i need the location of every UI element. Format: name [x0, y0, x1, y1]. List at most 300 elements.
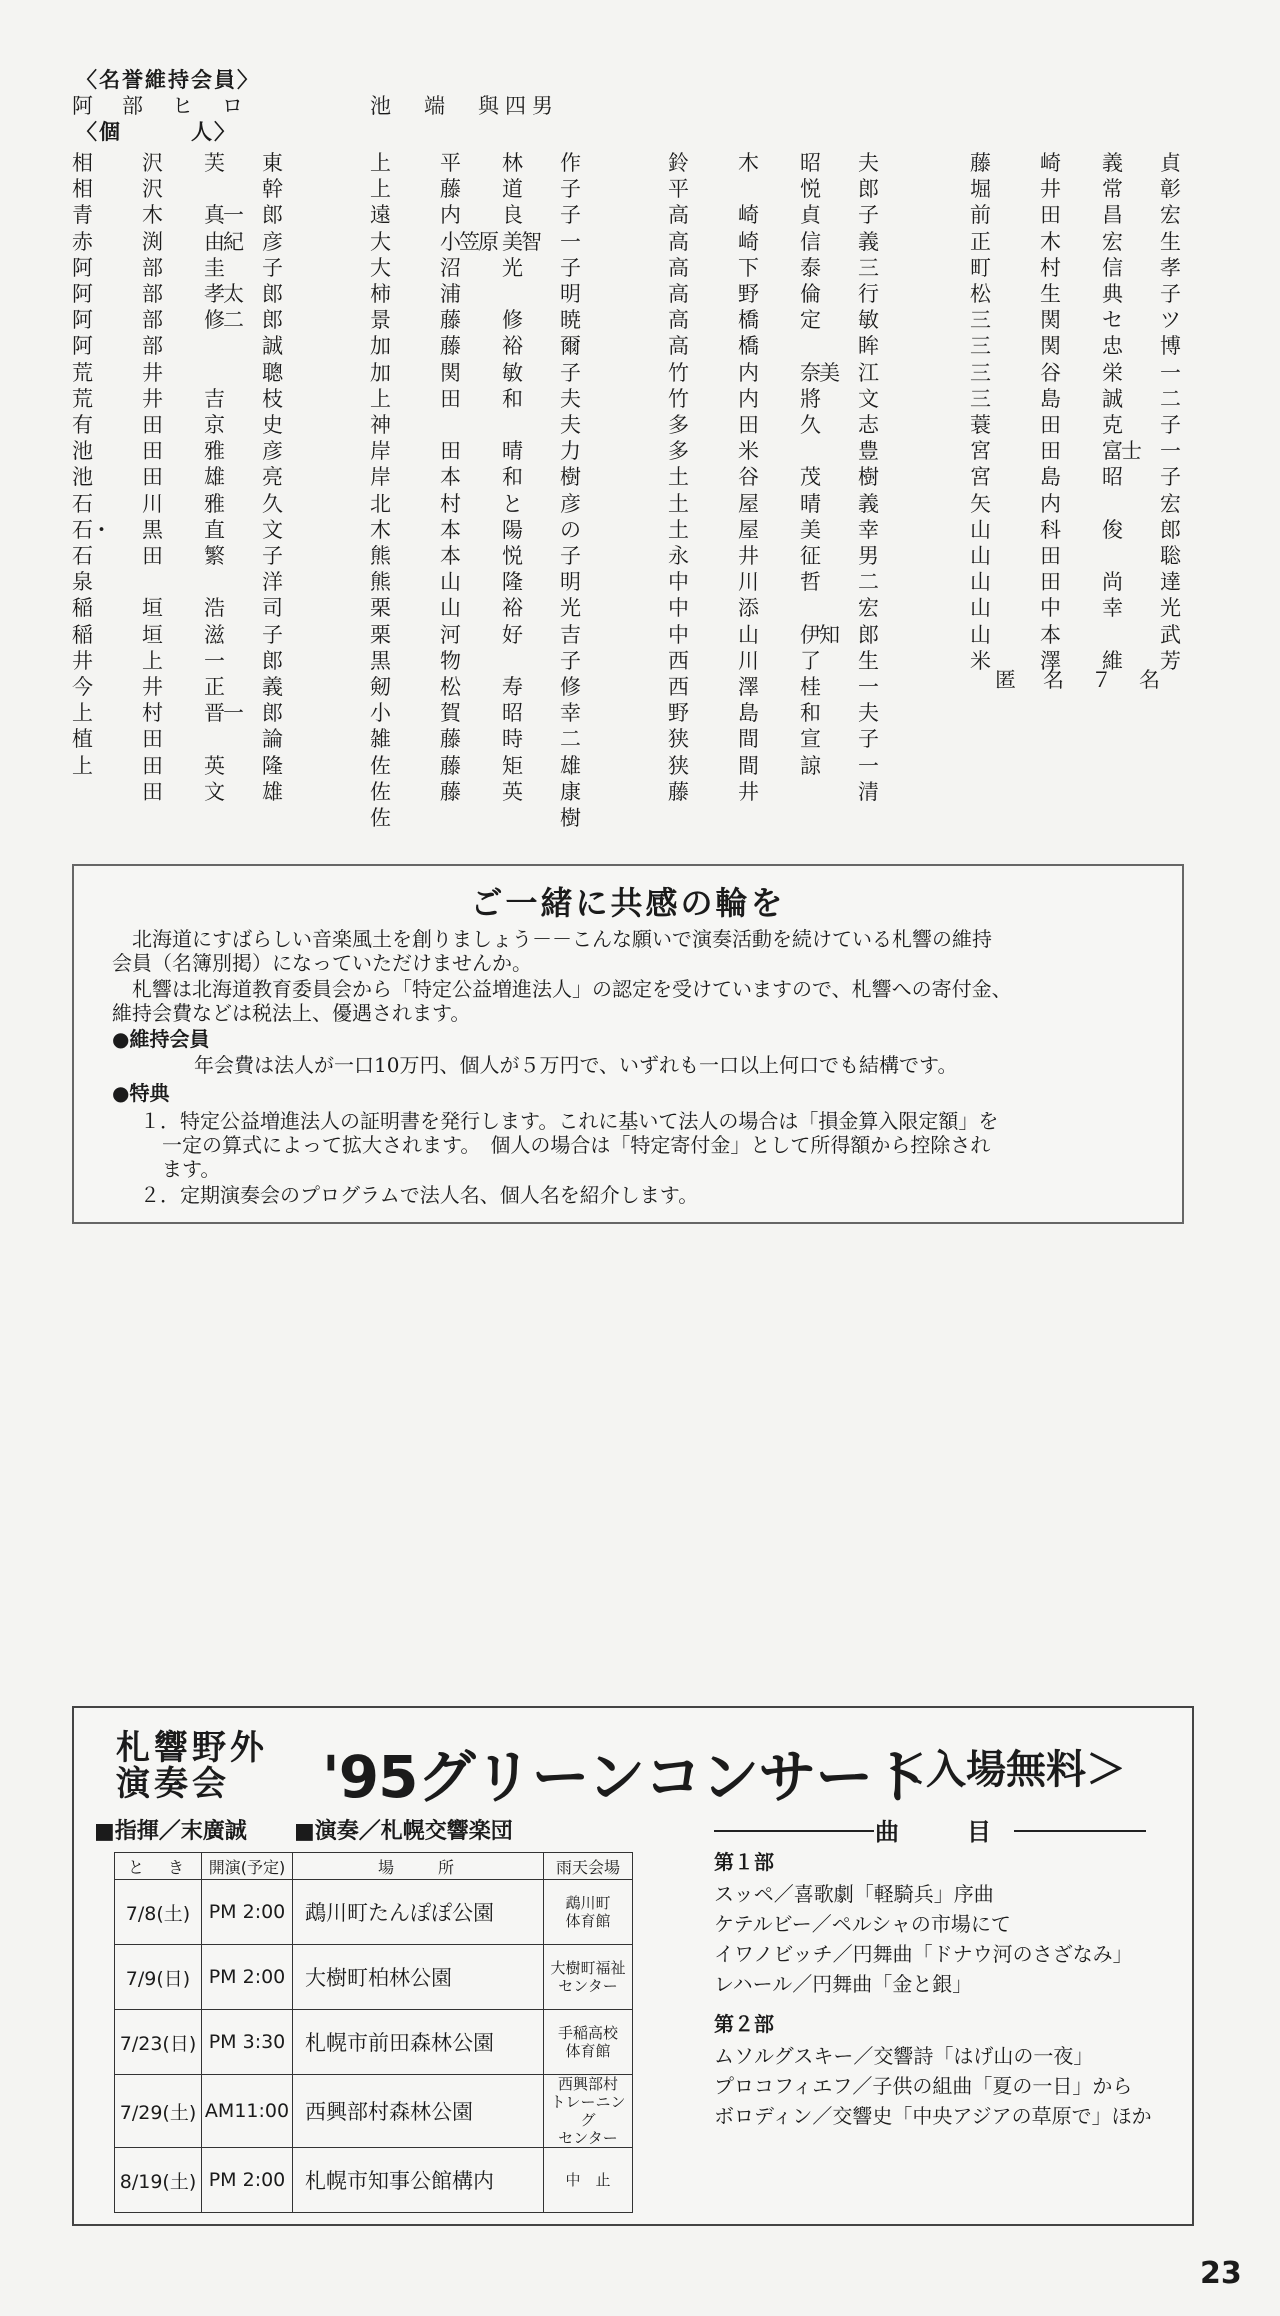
member-name-part: 内	[1040, 491, 1061, 516]
benefits-heading: ●特典	[112, 1081, 170, 1105]
member-name-part: 池	[72, 465, 93, 490]
member-name-part: 信	[800, 229, 821, 254]
member-name-part: 郎	[262, 701, 283, 726]
member-name-part: 垣	[142, 622, 163, 647]
col-header-place: 場 所	[293, 1853, 544, 1880]
member-name-part: 前	[970, 203, 991, 228]
member-name-part: 橋	[738, 334, 759, 359]
member-name-part: 生	[1040, 282, 1061, 306]
member-name-part: 子	[262, 622, 283, 647]
member-name-part: 富士	[1102, 439, 1140, 464]
member-name-part: 北	[370, 491, 391, 516]
member-name-part: 光	[560, 596, 581, 621]
schedule-date: 7/9(日)	[115, 1945, 202, 2010]
member-name-part: 誠	[1102, 386, 1123, 411]
member-name-part: 石	[72, 491, 93, 516]
member-name-part: 田	[440, 439, 461, 464]
member-name-part: 藤	[440, 308, 461, 333]
member-name-part: 赤	[72, 229, 93, 254]
member-name-part: 島	[1040, 386, 1061, 411]
member-name-part: 雄	[204, 465, 225, 490]
member-name-part: 稲	[72, 596, 93, 621]
program-item: スッペ／喜歌劇「軽騎兵」序曲	[714, 1882, 994, 1906]
program-item: プロコフィエフ／子供の組曲「夏の一日」から	[714, 2074, 1133, 2098]
member-name-part: 子	[560, 203, 581, 228]
member-name-part: 子	[560, 544, 581, 568]
member-name-part: 栗	[370, 596, 391, 621]
member-name-part: 隆	[262, 753, 283, 778]
member-name-part: 中	[668, 570, 689, 595]
member-name-part: 西	[668, 648, 689, 673]
member-name-part: 晋一	[204, 701, 242, 726]
member-name-part: 宏	[1160, 491, 1181, 516]
member-name-part: 文	[858, 386, 879, 411]
member-name-part: 阿	[72, 282, 93, 306]
member-name-part: 河	[440, 622, 461, 647]
member-name-part: 井	[1040, 177, 1061, 202]
member-name-part: 村	[142, 701, 163, 726]
member-name-part: 彦	[262, 229, 283, 254]
schedule-row	[115, 1945, 633, 2010]
member-name-part: 田	[142, 413, 163, 437]
schedule-date: 7/23(日)	[115, 2010, 202, 2075]
appeal-text: 会員（名簿別掲）になっていただけませんか。	[112, 951, 532, 975]
member-name-part: 桂	[800, 675, 821, 699]
concert-schedule-table	[114, 1852, 633, 2213]
member-name-part: 郎	[262, 203, 283, 228]
member-name-part: 英	[502, 779, 523, 804]
member-name-part: 野	[668, 701, 689, 726]
member-name-part: 洋	[262, 570, 283, 595]
member-name-part: 彰	[1160, 177, 1181, 202]
member-name-part: 屋	[738, 517, 759, 542]
member-name-part: 敏	[858, 308, 879, 333]
appeal-text: 維持会費などは税法上、優遇されます。	[112, 1001, 471, 1025]
member-name-part: 夫	[560, 386, 581, 411]
member-name-part: 修	[560, 675, 581, 699]
schedule-place: 大樹町柏林公園	[293, 1945, 544, 2010]
col-header-time: 開演(予定)	[202, 1853, 293, 1880]
member-name-part: 井	[142, 360, 163, 385]
member-name-part: 志	[858, 413, 879, 437]
concert-title: '95グリーンコンサート	[322, 1743, 930, 1811]
member-name-part: 崎	[1040, 151, 1061, 175]
member-name-part: 相	[72, 151, 93, 175]
member-name-part: 山	[440, 570, 461, 595]
member-name-part: 繁	[204, 544, 225, 568]
member-name-part: 常	[1102, 177, 1123, 202]
member-name-part: 樹	[560, 806, 581, 830]
schedule-place: 札幌市知事公館構内	[293, 2148, 544, 2213]
member-name-part: 内	[738, 386, 759, 411]
member-name-part: 田	[1040, 544, 1061, 568]
member-name-part: 井	[142, 386, 163, 411]
member-name-part: 伊知	[800, 622, 838, 647]
member-name-part: 誠	[262, 334, 283, 359]
member-name-part: 浩	[204, 596, 225, 621]
member-name-part: 上	[370, 386, 391, 411]
member-name-part: 夫	[858, 701, 879, 726]
member-name-part: 子	[1160, 282, 1181, 306]
member-name-part: 山	[738, 622, 759, 647]
member-name-part: 和	[502, 386, 523, 411]
member-name-part: 雑	[370, 727, 391, 752]
member-name-part: 芳	[1160, 648, 1181, 673]
member-name-part: 木	[738, 151, 759, 175]
honor-members-header: 〈名誉維持会員〉	[76, 68, 260, 92]
member-name-part: 克	[1102, 413, 1123, 437]
member-name-part: 佐	[370, 753, 391, 778]
member-name-part: 上	[370, 177, 391, 202]
member-name-part: 雄	[262, 779, 283, 804]
member-name-part: 小	[370, 701, 391, 726]
member-name-part: 美智	[502, 229, 540, 254]
member-name-part: 生	[1160, 229, 1181, 254]
member-name-part: 山	[970, 596, 991, 621]
member-name-part: 三	[970, 360, 991, 385]
member-name-part: 黒	[370, 648, 391, 673]
member-name-part: 寿	[502, 675, 523, 699]
member-name-part: 植	[72, 727, 93, 752]
membership-appeal-box	[72, 864, 1184, 1224]
green-concert-box	[72, 1706, 1194, 2226]
member-name-part: 時	[502, 727, 523, 752]
member-name-part: 町	[970, 255, 991, 280]
member-name-part: 子	[262, 255, 283, 280]
member-name-part: 晴	[800, 491, 821, 516]
schedule-rain-venue: 中 止	[544, 2148, 633, 2213]
member-name-part: 上	[72, 701, 93, 726]
schedule-row	[115, 2148, 633, 2213]
member-name-part: 史	[262, 413, 283, 437]
member-name-part: 倫	[800, 282, 821, 306]
member-name-part: 田	[738, 413, 759, 437]
member-name-part: 子	[262, 544, 283, 568]
member-name-part: 和	[800, 701, 821, 726]
member-name-part: 蓑	[970, 413, 991, 437]
schedule-place: 西興部村森林公園	[293, 2075, 544, 2148]
part-1-heading: 第１部	[714, 1850, 774, 1874]
member-name-part: 作	[560, 151, 581, 175]
member-name-part: 悦	[502, 544, 523, 568]
member-name-part: 多	[668, 439, 689, 464]
member-name-part: 雄	[560, 753, 581, 778]
member-name-part: 阿	[72, 334, 93, 359]
member-name-part: 茂	[800, 465, 821, 490]
appeal-title: ご一緒に共感の輪を	[470, 884, 786, 922]
member-name-part: 三	[858, 255, 879, 280]
member-name-part: 英	[204, 753, 225, 778]
member-name-part: 義	[262, 675, 283, 699]
member-name-part: 滋	[204, 622, 225, 647]
member-name-part: 有	[72, 413, 93, 437]
member-name-part: 泉	[72, 570, 93, 595]
member-name-part: 尚	[1102, 570, 1123, 595]
member-name-part: 彦	[262, 439, 283, 464]
member-name-part: 宏	[1160, 203, 1181, 228]
member-name-part: 由紀	[204, 229, 242, 254]
member-name-part: 黒	[142, 517, 163, 542]
member-name-part: 藤	[668, 779, 689, 804]
member-name-part: 中	[668, 622, 689, 647]
member-name-part: 川	[738, 570, 759, 595]
member-name-part: 阿	[72, 308, 93, 333]
member-name-part: 川	[738, 648, 759, 673]
member-name-part: 晴	[502, 439, 523, 464]
member-name-part: 文	[204, 779, 225, 804]
member-name-part: 賀	[440, 701, 461, 726]
member-name-part: 子	[1160, 465, 1181, 490]
member-name-part: 一	[858, 753, 879, 778]
member-name-part: 狭	[668, 753, 689, 778]
member-name-part: 間	[738, 727, 759, 752]
member-name-part: 吉	[204, 386, 225, 411]
member-name-part: 一	[1160, 360, 1181, 385]
member-name-part: 相	[72, 177, 93, 202]
col-header-rain-venue: 雨天会場	[544, 1853, 633, 1880]
member-name-part: 武	[1160, 622, 1181, 647]
member-name-part: 土	[668, 491, 689, 516]
member-name-part: 宮	[970, 439, 991, 464]
member-name-part: 山	[440, 596, 461, 621]
program-item: イワノビッチ／円舞曲「ドナウ河のさざなみ」	[714, 1942, 1133, 1966]
member-name-part: 將	[800, 386, 821, 411]
member-name-part: 熊	[370, 544, 391, 568]
member-name-part: 和	[502, 465, 523, 490]
member-name-part: 本	[440, 544, 461, 568]
member-name-part: 一	[204, 648, 225, 673]
member-name-part: 宏	[1102, 229, 1123, 254]
member-name-part: 岸	[370, 465, 391, 490]
member-name-part: 熊	[370, 570, 391, 595]
honor-member-name: 阿 部 ヒ ロ	[72, 94, 247, 118]
member-name-part: 澤	[738, 675, 759, 699]
member-name-part: 井	[142, 675, 163, 699]
member-name-part: 文	[262, 517, 283, 542]
schedule-date: 7/8(土)	[115, 1880, 202, 1945]
member-name-part: 上	[142, 648, 163, 673]
member-name-part: 征	[800, 544, 821, 568]
member-name-part: 二	[858, 570, 879, 595]
schedule-rain-venue: 手稲高校 体育館	[544, 2010, 633, 2075]
member-name-part: 良	[502, 203, 523, 228]
member-name-part: 阿	[72, 255, 93, 280]
member-name-part: 三	[970, 386, 991, 411]
member-name-part: 岸	[370, 439, 391, 464]
member-name-part: 山	[970, 570, 991, 595]
benefit-item: ２．定期演奏会のプログラムで法人名、個人名を紹介します。	[140, 1183, 699, 1207]
member-name-part: 夫	[560, 413, 581, 437]
member-name-part: 栄	[1102, 360, 1123, 385]
member-name-part: 樹	[858, 465, 879, 490]
member-name-part: 井	[72, 648, 93, 673]
member-name-part: 栗	[370, 622, 391, 647]
schedule-rain-venue: 鵡川町 体育館	[544, 1880, 633, 1945]
member-name-part: 下	[738, 255, 759, 280]
member-name-part: 三	[970, 308, 991, 333]
member-name-part: 一	[858, 675, 879, 699]
member-name-part: 柿	[370, 282, 391, 306]
member-name-part: 島	[738, 701, 759, 726]
member-name-part: 佐	[370, 806, 391, 830]
member-name-part: 垣	[142, 596, 163, 621]
member-name-part: 定	[800, 308, 821, 333]
member-name-part: 浦	[440, 282, 461, 306]
member-name-part: 俊	[1102, 517, 1123, 542]
member-name-part: 昭	[800, 151, 821, 175]
member-name-part: 稲	[72, 622, 93, 647]
schedule-date: 8/19(土)	[115, 2148, 202, 2213]
member-name-part: 木	[142, 203, 163, 228]
member-name-part: 藤	[970, 151, 991, 175]
member-name-part: 上	[72, 753, 93, 778]
member-name-part: 修二	[204, 308, 242, 333]
member-name-part: 司	[262, 596, 283, 621]
member-name-part: 剱	[370, 675, 391, 699]
member-name-part: 部	[142, 255, 163, 280]
member-name-part: 田	[142, 779, 163, 804]
member-name-part: 林	[502, 151, 523, 175]
member-name-part: 裕	[502, 596, 523, 621]
member-name-part: 真一	[204, 203, 242, 228]
member-name-part: 達	[1160, 570, 1181, 595]
schedule-time: PM 3:30	[202, 2010, 293, 2075]
member-name-part: 部	[142, 308, 163, 333]
member-name-part: 了	[800, 648, 821, 673]
member-name-part: 高	[668, 229, 689, 254]
member-name-part: 平	[440, 151, 461, 175]
free-admission-label: ＜入場無料＞	[886, 1747, 1126, 1793]
member-name-part: 山	[970, 544, 991, 568]
member-name-part: 亮	[262, 465, 283, 490]
member-name-part: 修	[502, 308, 523, 333]
schedule-row	[115, 1880, 633, 1945]
member-name-part: 二	[1160, 386, 1181, 411]
member-name-part: 幹	[262, 177, 283, 202]
member-name-part: 村	[1040, 255, 1061, 280]
schedule-place: 札幌市前田森林公園	[293, 2010, 544, 2075]
member-name-part: 部	[142, 334, 163, 359]
member-name-part: 博	[1160, 334, 1181, 359]
part-2-heading: 第２部	[714, 2012, 774, 2036]
member-name-part: 橋	[738, 308, 759, 333]
conductor-label: ■指揮／末廣誠	[94, 1819, 247, 1844]
member-name-part: 崎	[738, 229, 759, 254]
member-name-part: 昭	[1102, 465, 1123, 490]
member-name-part: 物	[440, 648, 461, 673]
member-name-part: 永	[668, 544, 689, 568]
member-name-part: 郎	[262, 308, 283, 333]
member-name-part: 田	[440, 386, 461, 411]
member-name-part: 沢	[142, 151, 163, 175]
member-name-part: 行	[858, 282, 879, 306]
member-name-part: 内	[738, 360, 759, 385]
member-name-part: 中	[1040, 596, 1061, 621]
schedule-rain-venue: 大樹町福祉 センター	[544, 1945, 633, 2010]
member-name-part: 木	[1040, 229, 1061, 254]
member-name-part: 矩	[502, 753, 523, 778]
member-name-part: 久	[262, 491, 283, 516]
member-name-part: 屋	[738, 491, 759, 516]
member-name-part: 東	[262, 151, 283, 175]
member-name-part: 松	[440, 675, 461, 699]
member-name-part: 藤	[440, 727, 461, 752]
member-name-part: 添	[738, 596, 759, 621]
member-name-part: 吉	[560, 622, 581, 647]
member-name-part: 諒	[800, 753, 821, 778]
member-name-part: 竹	[668, 386, 689, 411]
member-name-part: 佐	[370, 779, 391, 804]
member-name-part: 藤	[440, 177, 461, 202]
member-fee-text: 年会費は法人が一口10万円、個人が５万円で、いずれも一口以上何口でも結構です。	[194, 1053, 958, 1077]
member-name-part: 景	[370, 308, 391, 333]
member-name-part: 江	[858, 360, 879, 385]
member-name-part: 子	[858, 727, 879, 752]
schedule-row	[115, 2075, 633, 2148]
member-name-part: 悦	[800, 177, 821, 202]
member-name-part: 上	[370, 151, 391, 175]
member-name-part: 豊	[858, 439, 879, 464]
member-name-part: 義	[858, 229, 879, 254]
member-name-part: 小笠原	[440, 229, 497, 254]
member-name-part: 西	[668, 675, 689, 699]
member-name-part: 義	[858, 491, 879, 516]
anonymous-count: 匿 名 ７ 名	[995, 668, 1163, 692]
member-name-part: 生	[858, 648, 879, 673]
member-name-part: 科	[1040, 517, 1061, 542]
performer-label: ■演奏／札幌交響楽団	[294, 1819, 513, 1844]
member-name-part: 力	[560, 439, 581, 464]
member-name-part: 宮	[970, 465, 991, 490]
member-name-part: 高	[668, 308, 689, 333]
member-name-part: 宣	[800, 727, 821, 752]
member-name-part: の	[560, 517, 581, 542]
col-header-date: と き	[115, 1853, 202, 1880]
member-name-part: 光	[502, 255, 523, 280]
member-name-part: 関	[440, 360, 461, 385]
member-name-part: 内	[440, 203, 461, 228]
member-name-part: 隆	[502, 570, 523, 595]
member-name-part: 米	[970, 648, 991, 673]
member-name-part: 土	[668, 517, 689, 542]
member-name-part: 郎	[262, 648, 283, 673]
member-name-part: 青	[72, 203, 93, 228]
member-name-part: 村	[440, 491, 461, 516]
member-name-part: 田	[142, 753, 163, 778]
member-name-part: 明	[560, 282, 581, 306]
program-item: ボロディン／交響史「中央アジアの草原で」ほか	[714, 2104, 1152, 2128]
member-name-part: 谷	[738, 465, 759, 490]
member-name-part: 部	[142, 282, 163, 306]
member-name-part: 子	[560, 648, 581, 673]
member-name-part: 典	[1102, 282, 1123, 306]
member-name-part: 久	[800, 413, 821, 437]
member-name-part: 矢	[970, 491, 991, 516]
member-name-part: 昌	[1102, 203, 1123, 228]
member-name-part: 高	[668, 334, 689, 359]
member-name-part: 神	[370, 413, 391, 437]
member-name-part: 荒	[72, 360, 93, 385]
member-name-part: 子	[560, 177, 581, 202]
member-name-part: 枝	[262, 386, 283, 411]
member-name-part: 雅	[204, 491, 225, 516]
member-name-part: 高	[668, 255, 689, 280]
concert-org: 札響野外	[116, 1728, 268, 1768]
member-name-part: 澤	[1040, 648, 1061, 673]
member-name-part: 一	[560, 229, 581, 254]
member-name-part: 聰	[262, 360, 283, 385]
member-name-part: 藤	[440, 779, 461, 804]
